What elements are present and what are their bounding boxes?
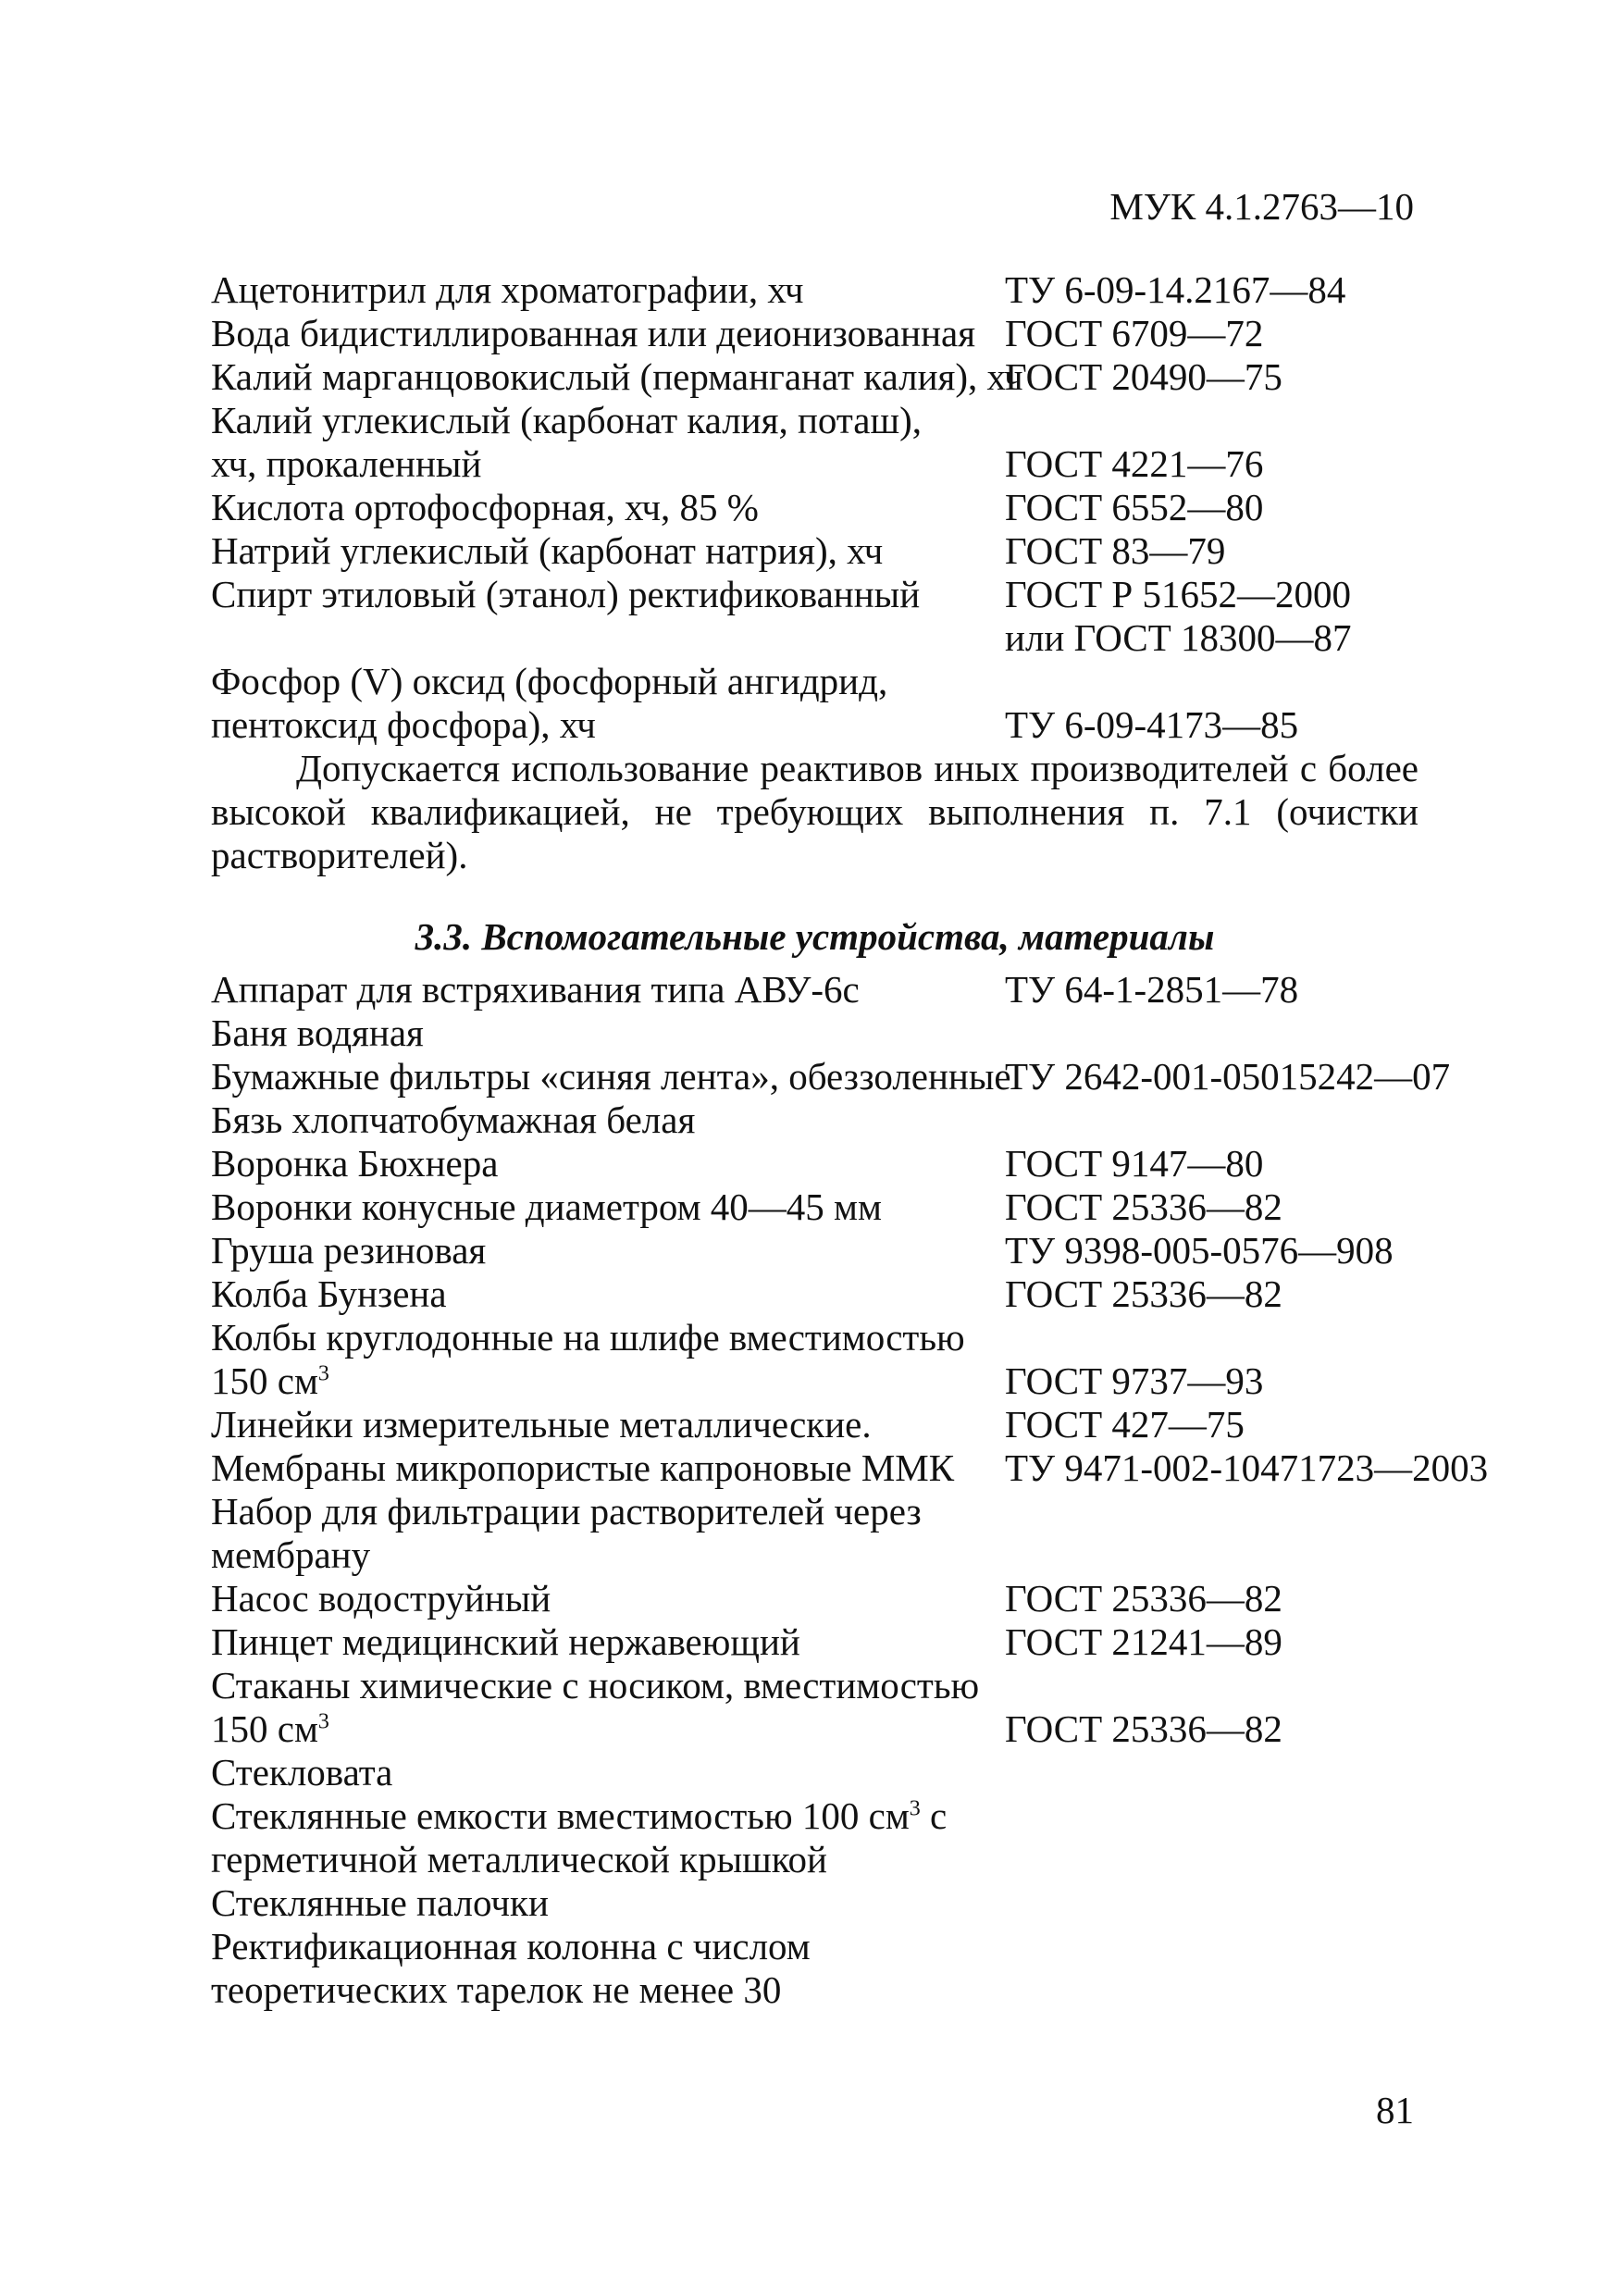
- item-standard: [1005, 399, 1442, 442]
- item-name-text: Стаканы химические с носиком, вместимостью: [211, 1664, 980, 1706]
- item-name-text: Фосфор (V) оксид (фосфорный ангидрид,: [211, 660, 888, 702]
- section-title: 3.3. Вспомогательные устройства, материалы: [415, 915, 1215, 958]
- item-standard: ГОСТ 9147—80: [1005, 1142, 1264, 1185]
- item-name-text: 150 см: [211, 1707, 318, 1750]
- item-standard: [1005, 1925, 1442, 1968]
- item-standard: ГОСТ 9737—93: [1005, 1359, 1264, 1402]
- item-name: [211, 1403, 1005, 1446]
- item-name-text: Груша резиновая: [211, 1229, 487, 1272]
- item-name-text: Калий углекислый (карбонат калия, поташ),: [211, 399, 922, 441]
- item-name: [211, 529, 1005, 573]
- item-name: [211, 1055, 1011, 1098]
- list-row: [211, 1403, 1442, 1446]
- item-standard: ГОСТ 21241—89: [1005, 1620, 1282, 1663]
- list-row: [211, 1838, 1442, 1881]
- item-standard: ТУ 9398-005-0576—908: [1005, 1229, 1394, 1272]
- item-name: [211, 1490, 1005, 1533]
- list-row: [211, 312, 1442, 355]
- list-row: [211, 703, 1442, 747]
- item-standard: ГОСТ Р 51652—2000: [1005, 573, 1351, 615]
- item-standard: [1005, 1751, 1442, 1794]
- item-name: [211, 703, 1005, 747]
- list-row: [211, 1664, 1442, 1707]
- item-name: [211, 1446, 1005, 1490]
- item-name-text: Воронка Бюхнера: [211, 1142, 499, 1185]
- item-standard: ГОСТ 6552—80: [1005, 486, 1264, 528]
- item-standard: ГОСТ 25336—82: [1005, 1707, 1282, 1750]
- item-name-text: Колба Бунзена: [211, 1272, 447, 1315]
- item-standard: [1005, 1316, 1442, 1359]
- list-row: [211, 1620, 1442, 1664]
- list-row: [211, 968, 1442, 1011]
- item-name: [211, 1533, 1005, 1577]
- item-name-text: Калий марганцовокислый (перманганат калия), хч: [211, 355, 1023, 398]
- list-row: [211, 1968, 1442, 2012]
- item-name-text: Натрий углекислый (карбонат натрия), хч: [211, 529, 884, 572]
- list-row: [211, 1098, 1442, 1142]
- item-name-text: Воронки конусные диаметром 40—45 мм: [211, 1185, 882, 1228]
- item-standard: ГОСТ 25336—82: [1005, 1185, 1282, 1228]
- reagents-list: [211, 268, 1442, 747]
- item-name: [211, 1751, 1005, 1794]
- item-name: [211, 486, 1005, 529]
- list-row: [211, 1707, 1442, 1751]
- item-name-text: Кислота ортофосфорная, хч, 85 %: [211, 486, 759, 528]
- item-standard: или ГОСТ 18300—87: [1005, 616, 1352, 659]
- item-standard: [1005, 1881, 1442, 1925]
- item-name: [211, 1620, 1005, 1664]
- item-standard: [1005, 1664, 1442, 1707]
- item-name: [211, 573, 1005, 616]
- list-row: [211, 1229, 1442, 1272]
- note-paragraph: Допускается использование реактивов иных производителей с более высокой квалификацией, не требующих выполнения п. 7.1 (очистки растворителей).: [211, 747, 1419, 876]
- item-standard: [1005, 1838, 1442, 1881]
- page-content: [211, 268, 1489, 2012]
- item-standard: ГОСТ 25336—82: [1005, 1272, 1282, 1315]
- list-row: [211, 268, 1442, 312]
- item-standard: ТУ 2642-001-05015242—07: [1005, 1055, 1451, 1098]
- list-row: [211, 1751, 1442, 1794]
- list-row: [211, 1925, 1442, 1968]
- list-row: [211, 1881, 1442, 1925]
- item-name-suffix: с: [920, 1794, 948, 1837]
- item-standard: ТУ 6-09-14.2167—84: [1005, 268, 1346, 311]
- item-name-text: Стекловата: [211, 1751, 393, 1793]
- item-name: [211, 1577, 1005, 1620]
- item-name-text: Линейки измерительные металлические.: [211, 1403, 872, 1446]
- item-name-text: Насос водоструйный: [211, 1577, 551, 1620]
- item-name: [211, 968, 1005, 1011]
- list-row: [211, 1055, 1451, 1098]
- list-row: [211, 616, 1442, 660]
- list-row: [211, 1316, 1442, 1359]
- item-name-text: Спирт этиловый (этанол) ректификованный: [211, 573, 921, 615]
- item-name: [211, 1185, 1005, 1229]
- list-row: [211, 660, 1442, 703]
- list-row: [211, 355, 1442, 399]
- item-standard: [1005, 1794, 1442, 1838]
- item-name: [211, 312, 1005, 355]
- item-name-text: Баня водяная: [211, 1011, 424, 1054]
- item-name: [211, 1925, 1005, 1968]
- list-row: [211, 1142, 1442, 1185]
- item-name-text: Бумажные фильтры «синяя лента», обеззоленные: [211, 1055, 1011, 1098]
- list-row: [211, 1185, 1442, 1229]
- item-standard: [1005, 1490, 1442, 1533]
- item-standard: ГОСТ 6709—72: [1005, 312, 1264, 354]
- list-row: [211, 1577, 1442, 1620]
- item-name-text: хч, прокаленный: [211, 442, 482, 485]
- unit-superscript: 3: [317, 1709, 329, 1734]
- item-name-text: Колбы круглодонные на шлифе вместимостью: [211, 1316, 965, 1359]
- item-standard: ГОСТ 427—75: [1005, 1403, 1245, 1446]
- item-name: [211, 442, 1005, 486]
- item-name: [211, 1272, 1005, 1316]
- page-number: 81: [1376, 2089, 1414, 2131]
- item-name: [211, 1098, 1005, 1142]
- list-row: [211, 486, 1442, 529]
- materials-list: [211, 968, 1489, 2012]
- item-name-text: Ацетонитрил для хроматографии, хч: [211, 268, 804, 311]
- item-name-text: пентоксид фосфора), хч: [211, 703, 596, 746]
- item-name-text: Вода бидистиллированная или деионизованная: [211, 312, 976, 354]
- item-name-text: мембрану: [211, 1533, 371, 1576]
- item-standard: [1005, 1098, 1442, 1142]
- list-row: [211, 1794, 1442, 1838]
- item-name: [211, 1794, 1005, 1838]
- list-row: [211, 1490, 1442, 1533]
- list-row: [211, 1011, 1442, 1055]
- list-row: [211, 399, 1442, 442]
- item-standard: [1005, 1011, 1442, 1055]
- item-standard: ГОСТ 4221—76: [1005, 442, 1264, 485]
- item-name-text: Мембраны микропористые капроновые ММК: [211, 1446, 955, 1489]
- list-row: [211, 573, 1442, 616]
- item-name: [211, 268, 1005, 312]
- item-name-text: Стеклянные палочки: [211, 1881, 549, 1924]
- list-row: [211, 1446, 1489, 1490]
- unit-superscript: 3: [317, 1361, 329, 1386]
- item-standard: [1005, 1533, 1442, 1577]
- item-name: [211, 1968, 1005, 2012]
- list-row: [211, 1272, 1442, 1316]
- item-name: [211, 1011, 1005, 1055]
- item-name: [211, 1664, 1005, 1707]
- item-name-text: Ректификационная колонна с числом: [211, 1925, 811, 1967]
- item-name-text: Пинцет медицинский нержавеющий: [211, 1620, 800, 1663]
- unit-superscript: 3: [909, 1796, 921, 1821]
- item-name: [211, 355, 1023, 399]
- item-name: [211, 660, 1005, 703]
- item-name-text: Набор для фильтрации растворителей через: [211, 1490, 922, 1533]
- item-standard: [1005, 660, 1442, 703]
- item-name: [211, 1881, 1005, 1925]
- item-name: [211, 1359, 1005, 1403]
- item-name-text: Стеклянные емкости вместимостью 100 см: [211, 1794, 910, 1837]
- item-standard: ГОСТ 25336—82: [1005, 1577, 1282, 1620]
- item-standard: ТУ 9471-002-10471723—2003: [1005, 1446, 1489, 1489]
- item-standard: ТУ 6-09-4173—85: [1005, 703, 1299, 746]
- list-row: [211, 529, 1442, 573]
- item-name: [211, 616, 1005, 660]
- item-name-text: Бязь хлопчатобумажная белая: [211, 1098, 696, 1141]
- item-standard: ТУ 64-1-2851—78: [1005, 968, 1299, 1011]
- item-name: [211, 1229, 1005, 1272]
- item-name-text: теоретических тарелок не менее 30: [211, 1968, 782, 2011]
- item-name: [211, 1707, 1005, 1751]
- item-name-text: герметичной металлической крышкой: [211, 1838, 827, 1880]
- list-row: [211, 442, 1442, 486]
- item-standard: ГОСТ 83—79: [1005, 529, 1226, 572]
- item-name: [211, 1142, 1005, 1185]
- item-standard: [1005, 1968, 1442, 2012]
- item-name: [211, 1838, 1005, 1881]
- item-name-text: Аппарат для встряхивания типа АВУ-6с: [211, 968, 860, 1011]
- list-row: [211, 1359, 1442, 1403]
- item-name: [211, 1316, 1005, 1359]
- document-code-header: МУК 4.1.2763—10: [1109, 185, 1414, 228]
- list-row: [211, 1533, 1442, 1577]
- item-name: [211, 399, 1005, 442]
- item-standard: ГОСТ 20490—75: [1005, 355, 1282, 398]
- item-name-text: 150 см: [211, 1359, 318, 1402]
